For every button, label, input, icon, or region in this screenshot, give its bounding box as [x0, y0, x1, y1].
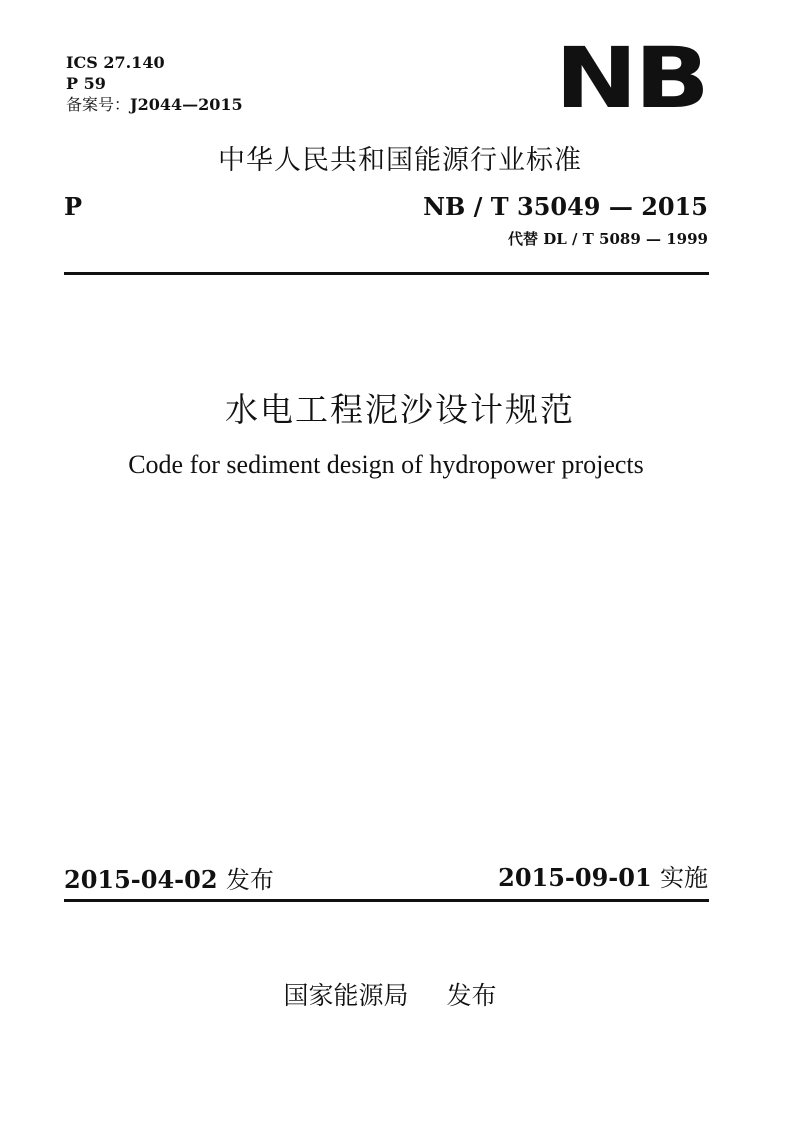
document-title-zh: 水电工程泥沙设计规范 [225, 390, 575, 429]
publisher-line [0, 976, 780, 1012]
publish-date: 2015-04-02 [64, 865, 218, 894]
record-number [66, 94, 243, 115]
ccs-code: P 59 [66, 74, 106, 93]
record-label: 备案号： [66, 95, 131, 114]
effective-label: 实施 [660, 864, 708, 892]
replaces-standard [508, 228, 708, 249]
standard-number: NB / T 35049 — 2015 [423, 192, 708, 221]
ics-code: ICS 27.140 [66, 53, 165, 72]
publisher-action: 发布 [446, 981, 497, 1010]
header-divider [64, 272, 709, 275]
record-value: J2044—2015 [130, 95, 243, 114]
footer-divider [64, 899, 709, 902]
publish-label: 发布 [225, 866, 274, 894]
issuer-title: 中华人民共和国能源行业标准 [218, 145, 582, 176]
publisher-name: 国家能源局 [283, 981, 409, 1010]
document-title-en: Code for sediment design of hydropower projects [128, 450, 644, 479]
classification-code: P [64, 192, 83, 221]
effective-date: 2015-09-01 [498, 863, 652, 892]
standard-metadata [66, 52, 243, 115]
nb-logo: NB [554, 29, 706, 127]
effective-date-line [498, 858, 708, 893]
replaces-text: 代替 DL / T 5089 — 1999 [507, 230, 708, 248]
publish-date-line [64, 860, 274, 895]
